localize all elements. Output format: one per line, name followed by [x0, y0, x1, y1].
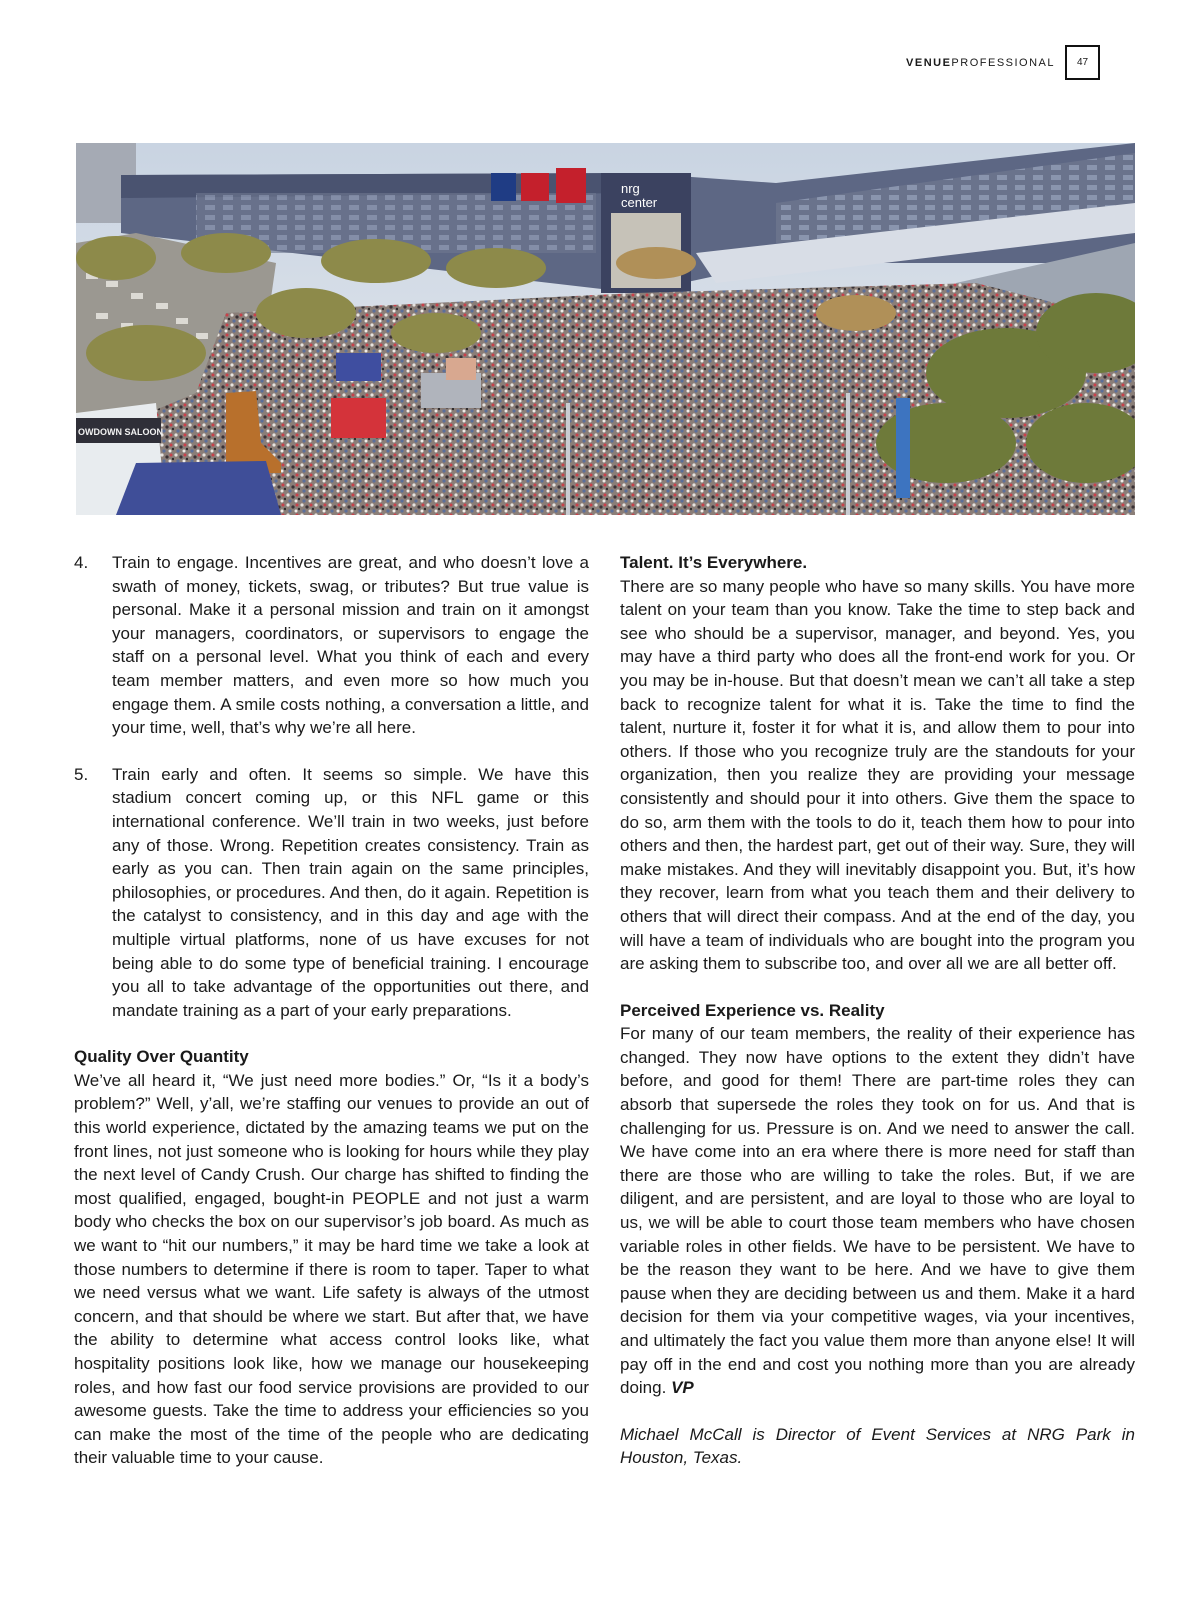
page-header [906, 45, 1100, 80]
author-byline: Michael McCall is Director of Event Services at NRG Park in Houston, Texas. [620, 1424, 1135, 1468]
brand-venue: VENUE [906, 56, 952, 69]
list-item-4 [74, 551, 589, 740]
saloon-sign: OWDOWN SALOON [78, 427, 163, 437]
section-perceived [620, 999, 1135, 1400]
magazine-brand [906, 57, 1055, 69]
list-item-5 [74, 763, 589, 1023]
list-number: 4. [74, 553, 89, 572]
page-number-box [1065, 45, 1100, 80]
section-body-quality: We’ve all heard it, “We just need more bodies.” Or, “Is it a body’s problem?” Well, y’all, we’re staffing our venues to provide an out of this world experience, dictated by the amazing teams we put on the front lines, not just someone who is looking for hours while they play the next level of Candy Crush. Our charge has shifted to finding the most qualified, engaged, bought-in PEOPLE and not just a warm body who checks the box on our supervisor’s job board. As much as we want to “hit our numbers,” it may be hard time we take a look at those numbers to determine if there is room to taper. Taper to what we need versus what we want. Life safety is always of the utmost concern, and that should be where we start. But after that, we have the ability to determine what access control looks like, what hospitality positions look like, how we manage our housekeeping roles, and how fast our food service provisions are provided to our awesome guests. Take the time to address your efficiencies so you can make the most of the time of the people who are dedicating their valuable time to your cause. [74, 1070, 589, 1468]
right-column [620, 551, 1135, 1470]
section-heading-quality: Quality Over Quantity [74, 1047, 249, 1067]
page-number: 47 [1076, 57, 1089, 68]
venue-aerial-photo [76, 143, 1135, 515]
logo-line-2: center [621, 195, 658, 210]
brand-professional: PROFESSIONAL [951, 56, 1055, 69]
section-heading-perceived: Perceived Experience vs. Reality [620, 1000, 885, 1020]
photo-illustration [76, 143, 1135, 515]
list-text: Train early and often. It seems so simple. We have this stadium concert coming up, or this NFL game or this international conference. We’ll train in two weeks, just before any of those. Wrong. Repetition creates consistency. Train as early as you can. Then train again on the same principles, philosophies, or procedures. And then, do it again. Repetition is the catalyst to consistency, and in this day and age with the multiple virtual platforms, none of us have excuses for not being able to do some type of beneficial training. I encourage you all to take advantage of the opportunities out there, and mandate training as a part of your early preparations. [112, 764, 589, 1020]
logo-line-1: nrg [621, 181, 640, 196]
section-heading-talent: Talent. It’s Everywhere. [620, 553, 808, 572]
section-body-talent: There are so many people who have so many skills. You have more talent on your team than you know. Take the time to step back and see who should be a supervisor, manager, and beyond. Yes, you may have a third party who does all the front-end work for you. Or you may be in-house. But that doesn’t mean we can’t all take a step back to recognize talent for what it is. Take the time to find the talent, nurture it, foster it for what it is, and allow them to pour into others. If those who you recognize truly are the standouts for your organization, then you realize they are providing your message consistently and should pour it into others. Give them the space to do so, arm them with the tools to do it, teach them how to pour into others and then, the hardest part, get out of their way. Sure, they will make mistakes. And they will inevitably disappoint you. But, it’s how they recover, learn from what you teach them and their delivery to others that will direct their compass. And at the end of the day, you will have a team of individuals who are bought into the program you are asking them to subscribe too, and over all we are all better off. [620, 576, 1135, 974]
section-body-perceived [620, 1022, 1135, 1400]
section-talent [620, 551, 1135, 976]
list-text: Train to engage. Incentives are great, and who doesn’t love a swath of money, tickets, swag, or tributes? But true value is personal. Make it a personal mission and train on it amongst your managers, coordinators, or supervisors to engage the staff on a personal level. What you think of each and every team member matters, and even more so how much you engage them. A smile costs nothing, a conversation a little, and your time, well, that’s why we’re all here. [112, 553, 589, 738]
left-column [74, 551, 589, 1470]
end-mark: VP [671, 1378, 694, 1398]
list-number: 5. [74, 764, 89, 784]
section-body-perceived-text: For many of our team members, the reality of their experience has changed. They now have options to the extent they didn’t have before, and good for them! There are part-time roles they can absorb that supersede the roles they took on for us. And that is challenging for us. Pressure is on. And we need to answer the call. We have come into an era where there is more need for staff than there are those who are willing to take the roles. But, if we are diligent, and are persistent, and are loyal to those who are loyal to us, we will be able to court those team members who have chosen variable roles in other fields. We have to be persistent. We have to be the reason they want to be here. And we have to give them pause when they are deciding between us and them. Make it a hard decision for them via your competitive wages, via your incentives, and ultimately the fact you value them more than anyone else! It will pay off in the end and cost you nothing more than you are already doing. [620, 1024, 1135, 1398]
